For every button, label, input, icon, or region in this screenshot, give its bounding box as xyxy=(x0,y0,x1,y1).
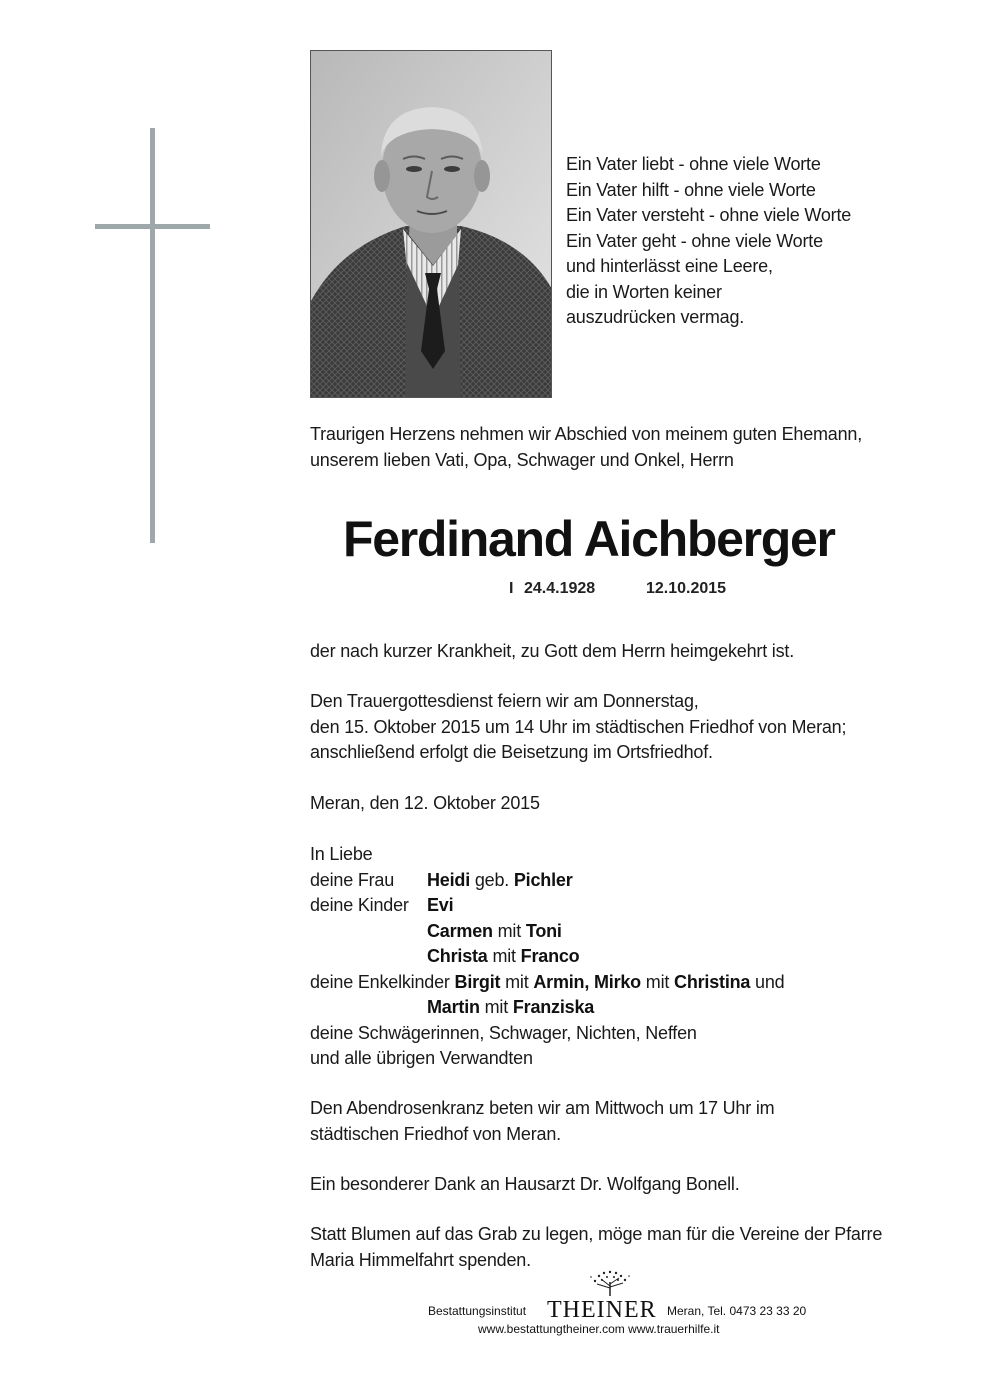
children-label: deine Kinder xyxy=(310,895,409,915)
relatives-text: und alle übrigen Verwandten xyxy=(310,1048,533,1068)
service-line: anschließend erfolgt die Beisetzung im Ortsfriedhof. xyxy=(310,742,713,762)
family-row xyxy=(310,1046,784,1072)
intro-line: Traurigen Herzens nehmen wir Abschied von meinem guten Ehemann, xyxy=(310,424,863,444)
family-row xyxy=(310,1021,784,1047)
with-word: mit xyxy=(645,971,670,992)
poem-line: und hinterlässt eine Leere, xyxy=(566,256,773,276)
service-info xyxy=(310,689,846,766)
poem-line: Ein Vater liebt - ohne viele Worte xyxy=(566,154,821,174)
rosary-line: Den Abendrosenkranz beten wir am Mittwoch um 17 Uhr im xyxy=(310,1098,775,1118)
grandchildren-label: deine Enkelkinder xyxy=(310,971,450,992)
rosary-info xyxy=(310,1096,774,1147)
grandchild3-partner: Franziska xyxy=(512,997,595,1017)
poem xyxy=(566,152,851,331)
donation-line: Maria Himmelfahrt spenden. xyxy=(310,1249,531,1270)
with-word: mit xyxy=(492,946,516,966)
footer-contact: Meran, Tel. 0473 23 33 20 xyxy=(667,1304,807,1318)
with-word: mit xyxy=(505,971,529,992)
child3-name: Christa xyxy=(427,946,488,966)
birth-date: 24.4.1928 xyxy=(524,580,596,597)
wife-name xyxy=(427,868,573,894)
family-row xyxy=(310,944,784,970)
homecoming-text: der nach kurzer Krankheit, zu Gott dem Herrn heimgekehrt ist. xyxy=(310,641,795,661)
portrait-photo xyxy=(310,50,552,398)
grandchild2-name: Mirko xyxy=(593,971,641,992)
poem-line: Ein Vater versteht - ohne viele Worte xyxy=(566,205,852,225)
brand-logo: THEINER xyxy=(547,1297,657,1323)
cross-vertical-bar xyxy=(150,128,155,543)
grandchild-name xyxy=(427,995,594,1021)
thanks-text: Ein besonderer Dank an Hausarzt Dr. Wolfgang Bonell. xyxy=(310,1174,740,1194)
service-line: den 15. Oktober 2015 um 14 Uhr im städtischen Friedhof von Meran; xyxy=(310,716,847,737)
wife-label: deine Frau xyxy=(310,869,395,890)
child-name xyxy=(427,944,579,970)
donation-line: Statt Blumen auf das Grab zu legen, möge man für die Vereine der Pfarre xyxy=(310,1224,883,1244)
child-name xyxy=(427,893,453,919)
poem-line: die in Worten keiner xyxy=(566,281,722,302)
nee-label: geb. xyxy=(474,869,510,890)
child-name xyxy=(427,919,562,945)
family-row xyxy=(310,995,784,1021)
deceased-name: Ferdinand Aichberger xyxy=(343,511,835,567)
inlaws-text: deine Schwägerinnen, Schwager, Nichten, Neffen xyxy=(310,1022,697,1043)
poem-line: auszudrücken vermag. xyxy=(566,307,745,327)
poem-line: Ein Vater geht - ohne viele Worte xyxy=(566,230,823,251)
with-word: mit xyxy=(484,997,509,1017)
place-date: Meran, den 12. Oktober 2015 xyxy=(310,793,540,813)
family-row xyxy=(310,842,784,868)
family-row xyxy=(310,970,784,996)
child1-name: Evi xyxy=(427,895,454,915)
service-line: Den Trauergottesdienst feiern wir am Donnerstag, xyxy=(310,691,699,711)
wife-first-name: Heidi xyxy=(427,869,471,890)
intro-line: unserem lieben Vati, Opa, Schwager und Onkel, Herrn xyxy=(310,449,734,470)
footer-websites: www.bestattungtheiner.com www.trauerhilfe.it xyxy=(478,1322,720,1336)
rosary-line: städtischen Friedhof von Meran. xyxy=(310,1123,561,1144)
death-date: 12.10.2015 xyxy=(646,580,727,597)
grandchild1-partner: Armin, xyxy=(533,971,590,992)
grandchild2-partner: Christina xyxy=(674,971,751,992)
with-word: mit xyxy=(497,920,522,941)
donation-info xyxy=(310,1222,882,1273)
family-list xyxy=(310,842,784,1072)
family-row xyxy=(310,868,784,894)
cross-horizontal-bar xyxy=(95,224,210,229)
child2-name: Carmen xyxy=(427,920,493,941)
and-word: und xyxy=(755,971,785,992)
wife-last-name: Pichler xyxy=(513,869,573,890)
grandchild3-name: Martin xyxy=(427,997,480,1017)
portrait-illustration xyxy=(311,51,552,398)
grandchild1-name: Birgit xyxy=(454,971,501,992)
intro xyxy=(310,422,862,473)
family-row xyxy=(310,919,784,945)
family-row xyxy=(310,893,784,919)
tree-logo-icon xyxy=(585,1270,635,1296)
birth-symbol: I xyxy=(509,580,514,597)
child2-partner: Toni xyxy=(525,920,562,941)
footer-prefix: Bestattungsinstitut xyxy=(428,1304,527,1318)
child3-partner: Franco xyxy=(520,946,580,966)
in-love-label: In Liebe xyxy=(310,844,373,864)
poem-line: Ein Vater hilft - ohne viele Worte xyxy=(566,179,816,200)
